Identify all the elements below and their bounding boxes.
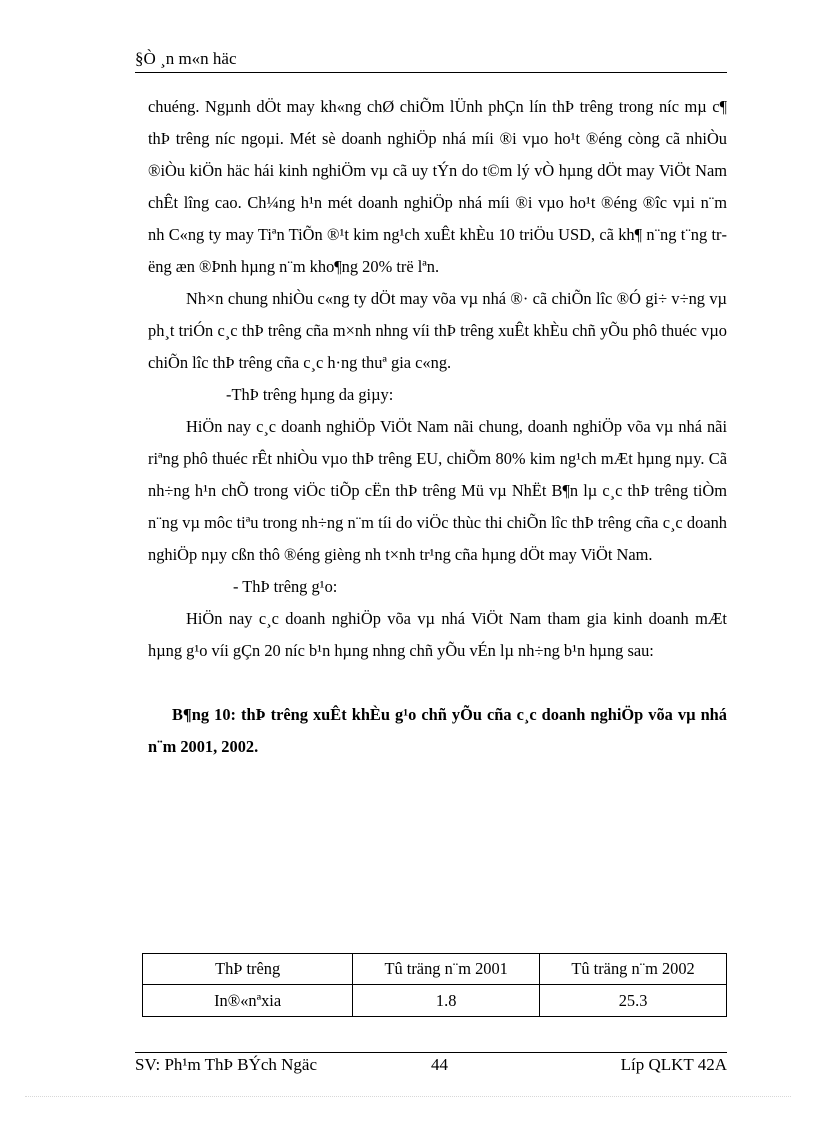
column-header-share-2002: Tû träng n¨m 2002	[540, 954, 727, 985]
bullet-rice: - ThÞ trêng g¹o:	[233, 577, 338, 596]
table-header-row	[143, 954, 727, 985]
page-number: 44	[431, 1055, 448, 1074]
header-title: §Ò ¸n m«n häc	[135, 49, 237, 68]
paragraph-4: HiÖn nay c¸c doanh nghiÖp võa vµ nhá ViÖt Nam tham gia kinh doanh mÆt hµng g¹o víi gÇn 20 níc b¹n hµng nhng chñ yÕu vÉn lµ nh÷ng b¹n hµng sau:	[148, 609, 727, 660]
footer-divider	[135, 1052, 727, 1053]
table-row	[143, 985, 727, 1017]
document-body	[148, 91, 727, 763]
page-header	[135, 48, 727, 70]
header-divider	[135, 72, 727, 73]
cell-market: In®«nªxia	[143, 985, 353, 1017]
table-caption: B¶ng 10: thÞ trêng xuÊt khÈu g¹o chñ yÕu cña c¸c doanh nghiÖp võa vµ nhá n¨m 2001, 2002.	[148, 705, 727, 756]
bullet-leather-footwear: -ThÞ trêng hµng da giµy:	[226, 385, 394, 404]
column-header-share-2001: Tû träng n¨m 2001	[353, 954, 540, 985]
rice-export-table	[142, 953, 727, 1017]
footer-author: SV: Ph¹m ThÞ BÝch Ngäc	[135, 1055, 318, 1074]
spacer	[148, 667, 727, 699]
cell-share-2001: 1.8	[353, 985, 540, 1017]
column-header-market: ThÞ trêng	[143, 954, 353, 985]
cell-share-2002: 25.3	[540, 985, 727, 1017]
paragraph-2: Nh×n chung nhiÒu c«ng ty dÖt may võa vµ nhá ®· cã chiÕn lîc ®Ó gi÷ v÷ng vµ ph¸t triÓn c¸c thÞ trêng cña m×nh nhng víi thÞ trêng xuÊt khÈu chñ yÕu phô thuéc vµo chiÕn lîc thÞ trêng cña c¸c h·ng thuª gia c«ng.	[148, 289, 727, 372]
paragraph-3: HiÖn nay c¸c doanh nghiÖp ViÖt Nam nãi chung, doanh nghiÖp võa vµ nhá nãi riªng phô thuéc rÊt nhiÒu vµo thÞ trêng EU, chiÕm 80% kim ng¹ch mÆt hµng nµy. Cã nh÷ng h¹n chÕ trong viÖc tiÕp cËn thÞ trêng Mü vµ NhËt B¶n lµ c¸c thÞ trêng tiÒm n¨ng vµ môc tiªu trong nh÷ng n¨m tíi do viÖc thùc thi chiÕn lîc thÞ trêng cña c¸c doanh nghiÖp nµy cßn thô ®éng gièng nh t×nh tr¹ng cña hµng dÖt may ViÖt Nam.	[148, 417, 727, 564]
paragraph-1: chuéng. Ngµnh dÖt may kh«ng chØ chiÕm lÜnh phÇn lín thÞ trêng trong níc mµ c¶ thÞ trêng níc ngoµi. Mét sè doanh nghiÖp nhá míi ®i vµo ho¹t ®éng còng cã nhiÒu ®iÒu kiÖn häc hái kinh nghiÖm vµ cã uy tÝn do t©m lý vÒ hµng dÖt may ViÖt Nam chÊt lîng cao. Ch¼ng h¹n mét doanh nghiÖp nhá míi ®i vµo ho¹t ®éng ®îc vµi n¨m nh C«ng ty may Tiªn TiÕn ®¹t kim ng¹ch xuÊt khÈu 10 triÖu USD, cã kh¶ n¨ng t¨ng trëng æn ®Þnh hµng n¨m kho¶ng 20% trë lªn.	[148, 97, 727, 276]
footer-class: Líp QLKT 42A	[620, 1055, 727, 1074]
page-edge	[25, 1096, 791, 1097]
